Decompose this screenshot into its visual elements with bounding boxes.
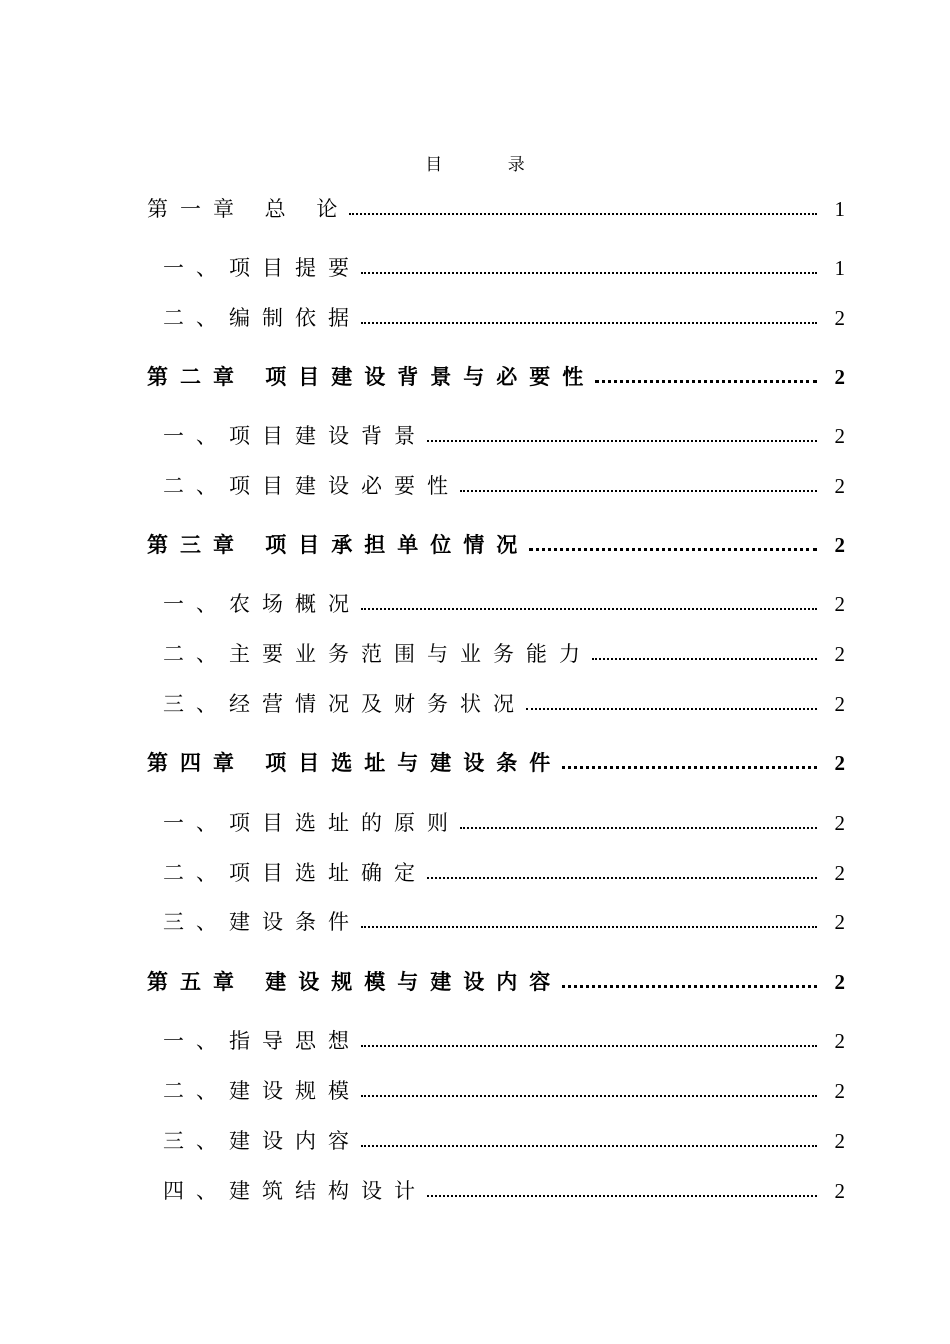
toc-entry-label: 一、项目选址的原则 (163, 811, 460, 835)
toc-entry-section[interactable] (163, 422, 845, 450)
toc-entry-label: 二、建设规模 (163, 1079, 361, 1103)
toc-entry-section[interactable] (163, 1027, 845, 1055)
toc-entry-section[interactable] (163, 1177, 845, 1205)
toc-page-number: 2 (834, 811, 845, 835)
toc-dot-leader (427, 877, 817, 879)
toc-page-number: 2 (834, 642, 845, 666)
toc-entry-label: 一、指导思想 (163, 1029, 361, 1053)
toc-page-number: 2 (834, 424, 845, 448)
toc-dot-leader (361, 272, 817, 274)
toc-entry-label: 三、经营情况及财务状况 (163, 692, 526, 716)
toc-entry-label: 三、建设条件 (163, 910, 361, 934)
toc-page-number: 2 (834, 910, 845, 934)
toc-entry-section[interactable] (163, 908, 845, 936)
toc-page-number: 2 (834, 533, 845, 557)
toc-entry-label: 第三章 项目承担单位情况 (147, 532, 530, 557)
toc-entry-section[interactable] (163, 859, 845, 887)
toc-page-number: 2 (834, 1129, 845, 1153)
toc-entry-section[interactable] (163, 640, 845, 668)
toc-entry-section[interactable] (163, 472, 845, 500)
toc-entry-label: 二、主要业务范围与业务能力 (163, 642, 592, 666)
toc-entry-section[interactable] (163, 809, 845, 837)
toc-page-number: 2 (834, 692, 845, 716)
toc-dot-leader (595, 380, 817, 383)
toc-dot-leader (592, 658, 817, 660)
toc-entry-label: 四、建筑结构设计 (163, 1179, 427, 1203)
toc-dot-leader (427, 1195, 817, 1197)
toc-entry-section[interactable] (163, 690, 845, 718)
toc-entry-section[interactable] (163, 254, 845, 282)
toc-entry-chapter-4[interactable] (147, 749, 845, 777)
toc-dot-leader (361, 1095, 817, 1097)
toc-dot-leader (427, 440, 817, 442)
toc-title: 目 录 (425, 155, 555, 175)
toc-entry-section[interactable] (163, 590, 845, 618)
toc-dot-leader (562, 985, 817, 988)
toc-page-number: 2 (834, 306, 845, 330)
toc-entry-label: 第一章 总 论 (147, 197, 350, 221)
toc-entry-chapter-1[interactable] (147, 195, 845, 223)
toc-entry-label: 一、项目提要 (163, 256, 361, 280)
toc-entry-chapter-2[interactable] (147, 363, 845, 391)
toc-entry-chapter-3[interactable] (147, 531, 845, 559)
toc-entry-label: 一、农场概况 (163, 592, 361, 616)
toc-entry-label: 二、编制依据 (163, 306, 361, 330)
toc-page-number: 2 (834, 592, 845, 616)
toc-entry-label: 三、建设内容 (163, 1129, 361, 1153)
toc-dot-leader (361, 322, 817, 324)
toc-page-number: 1 (834, 197, 845, 221)
toc-entry-label: 一、项目建设背景 (163, 424, 427, 448)
toc-page-number: 2 (834, 1079, 845, 1103)
toc-page-number: 2 (834, 751, 845, 775)
toc-page-number: 2 (834, 1029, 845, 1053)
toc-dot-leader (349, 213, 817, 215)
toc-entry-chapter-5[interactable] (147, 968, 845, 996)
toc-dot-leader (361, 926, 817, 928)
toc-page-number: 2 (834, 365, 845, 389)
toc-page-number: 2 (834, 861, 845, 885)
toc-page-number: 1 (834, 256, 845, 280)
toc-entry-label: 第二章 项目建设背景与必要性 (147, 364, 596, 389)
toc-entry-section[interactable] (163, 1127, 845, 1155)
toc-dot-leader (460, 490, 817, 492)
toc-dot-leader (562, 766, 817, 769)
toc-page-number: 2 (834, 970, 845, 994)
toc-entry-label: 第五章 建设规模与建设内容 (147, 969, 563, 994)
toc-dot-leader (529, 548, 817, 551)
toc-dot-leader (361, 608, 817, 610)
toc-entry-label: 第四章 项目选址与建设条件 (147, 750, 563, 775)
toc-page-number: 2 (834, 1179, 845, 1203)
toc-dot-leader (526, 708, 817, 710)
toc-entry-section[interactable] (163, 1077, 845, 1105)
toc-entry-label: 二、项目建设必要性 (163, 474, 460, 498)
toc-dot-leader (460, 827, 817, 829)
toc-entry-label: 二、项目选址确定 (163, 861, 427, 885)
toc-dot-leader (361, 1045, 817, 1047)
toc-dot-leader (361, 1145, 817, 1147)
toc-entry-section[interactable] (163, 304, 845, 332)
toc-page-number: 2 (834, 474, 845, 498)
